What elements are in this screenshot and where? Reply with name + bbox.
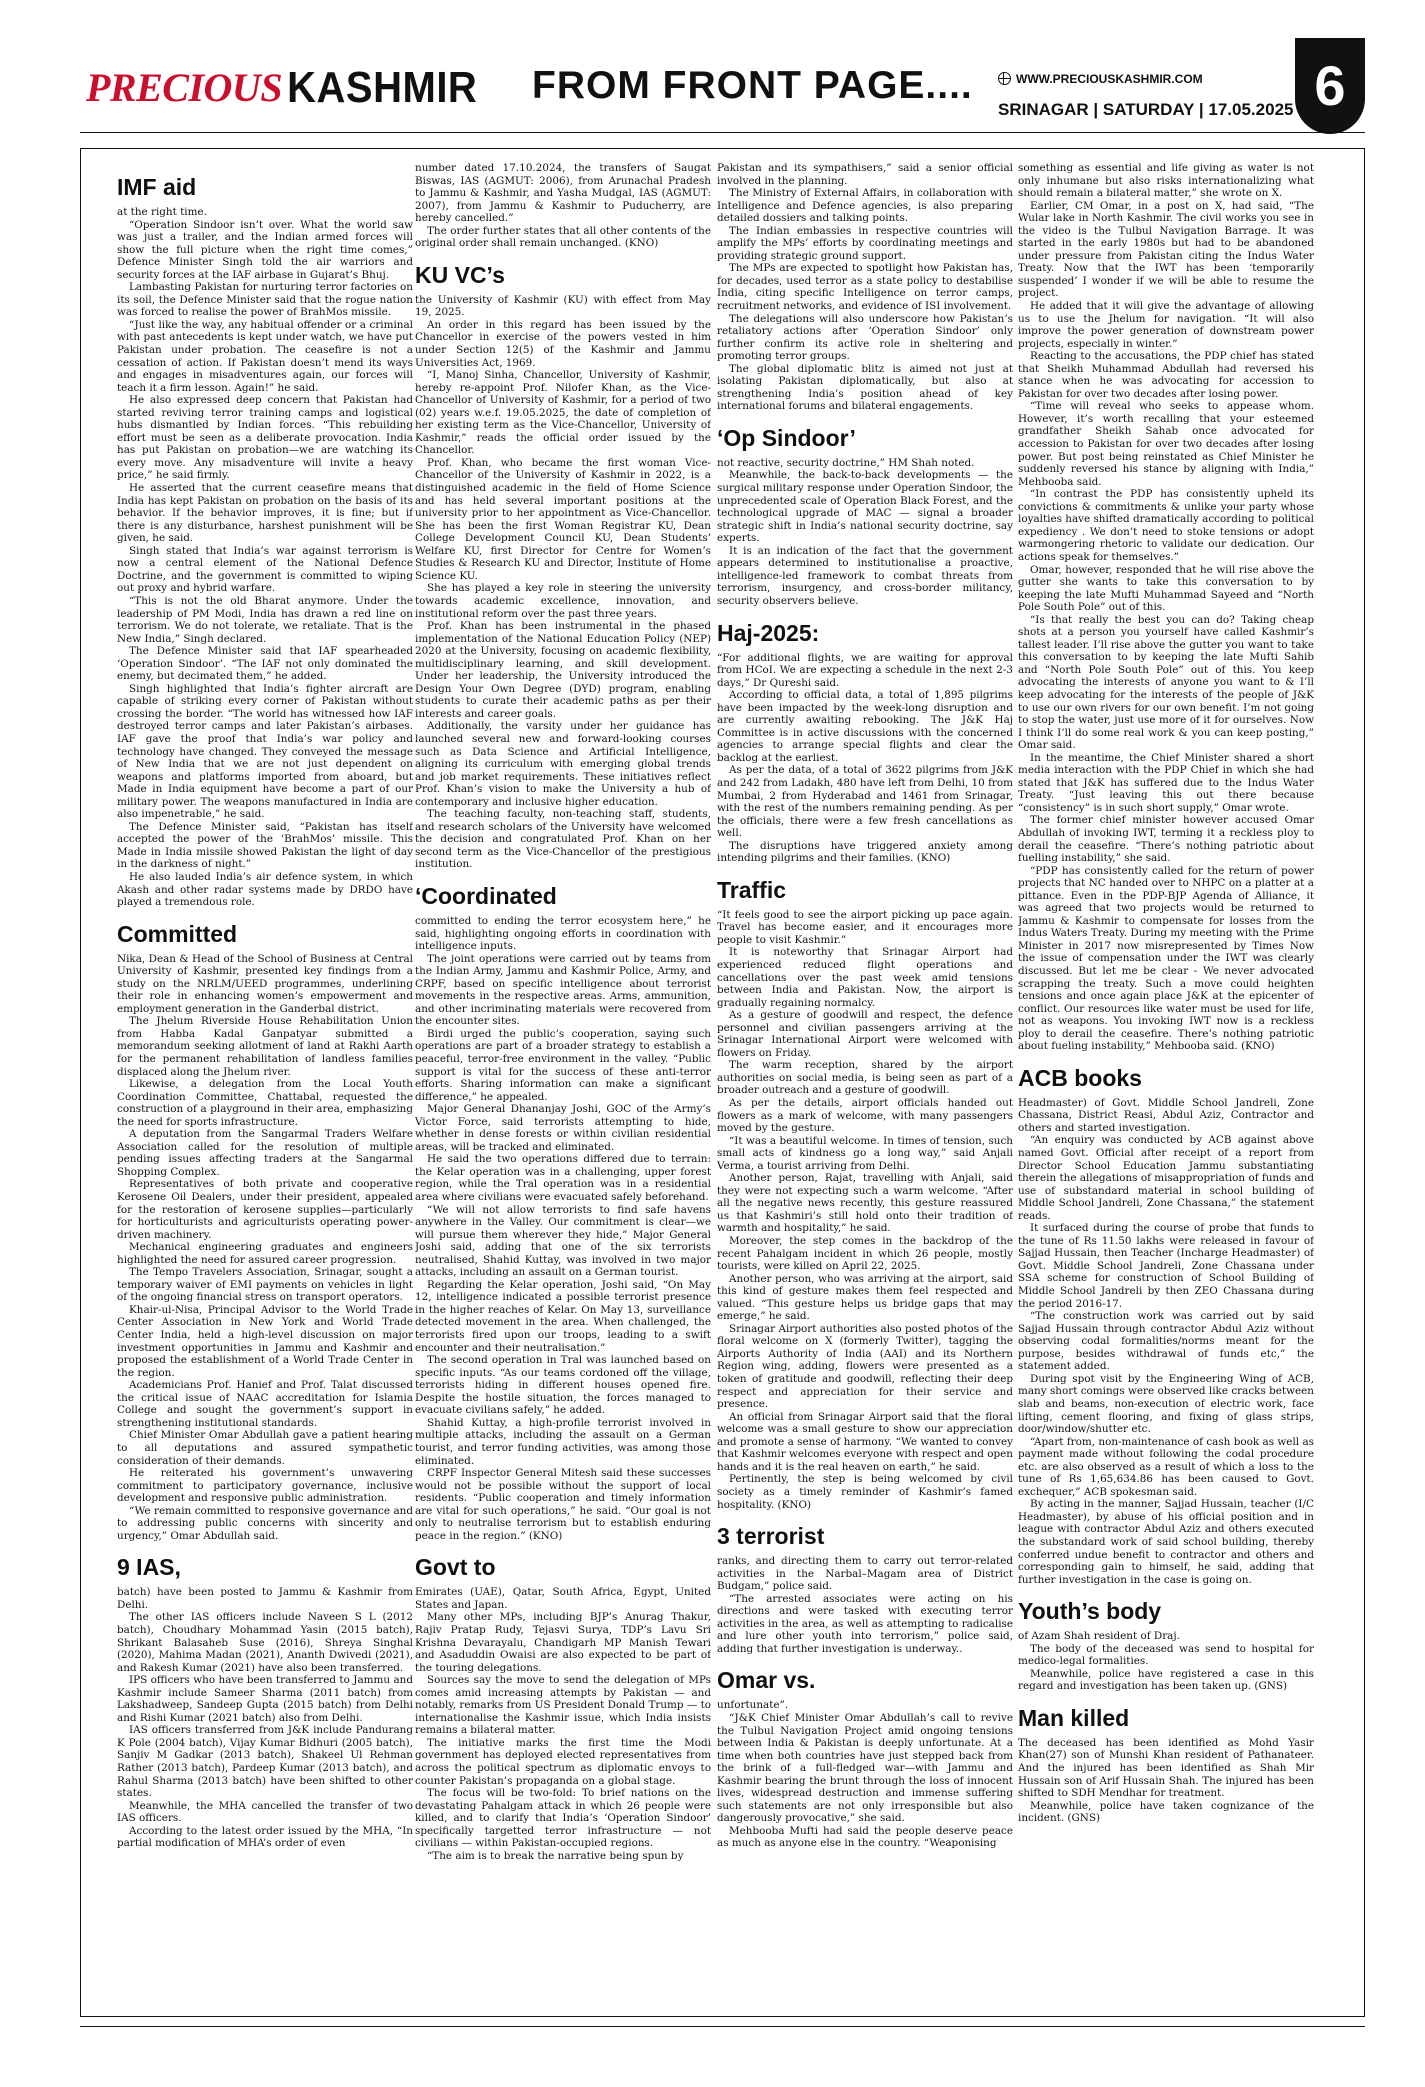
column-3 xyxy=(717,162,1013,2002)
article-paragraph: The Defence Minister said that IAF spearheaded ‘Operation Sindoor’. “The IAF not only dominated the enemy, but decimated them,” he added. xyxy=(117,645,413,683)
article-paragraph: Meanwhile, police have taken cognizance of the incident. (GNS) xyxy=(1018,1799,1314,1825)
article-paragraph: Singh stated that India’s war against terrorism is now a central element of the National Defence Doctrine, and the government is committed to wiping out proxy and hybrid warfare. xyxy=(117,544,413,595)
article-paragraph: “It was a beautiful welcome. In times of tension, such small acts of kindness go a long way,” said Anjali Verma, a tourist arriving from Delhi. xyxy=(717,1134,1013,1172)
article-paragraph: The deceased has been identified as Mohd Yasir Khan(27) son of Munshi Khan resident of Pathanateer. And the injured has been identified as Shah Mir Hussain son of Arif Hussain Shah. The injured has been shifted to SDH Mendhar for treatment. xyxy=(1018,1736,1314,1800)
article-headline: ACB books xyxy=(1018,1064,1142,1091)
article-paragraph: something as essential and life giving as water is not only inhumane but also risks internationalizing what should remain a bilateral matter,” she wrote on X. xyxy=(1018,162,1314,200)
article-paragraph: Omar, however, responded that he will rise above the gutter she wants to take this conversation to by keeping the late Mufti Muhammad Sayeed and “North Pole South Pole” out of this. xyxy=(1018,563,1314,614)
article-paragraph: An official from Srinagar Airport said that the floral welcome was a small gesture to show our appreciation and promote a sense of harmony. “We wanted to convey that Kashmir welcomes everyone with respect and open hands and it is the real heaven on earth,” he said. xyxy=(717,1410,1013,1473)
globe-icon xyxy=(998,72,1011,85)
article-paragraph: He reiterated his government’s unwavering commitment to participatory governance, inclusive development and responsive public administration. xyxy=(117,1467,413,1505)
article-paragraph: the University of Kashmir (KU) with effect from May 19, 2025. xyxy=(415,293,711,319)
article-paragraph: “The aim is to break the narrative being spun by xyxy=(427,1849,684,1862)
article-paragraph: Khair-ul-Nisa, Principal Advisor to the World Trade Center Association in New York and World Trade Center India, held a high-level discussion on major investment opportunities in Jammu and Kashmir and proposed the establishment of a World Trade Center in the region. xyxy=(117,1303,413,1379)
article-headline: Traffic xyxy=(717,876,787,903)
article-paragraph: The body of the deceased was send to hospital for medico-legal formalities. xyxy=(1018,1642,1314,1668)
article-paragraph: An order in this regard has been issued by the Chancellor in exercise of the powers vested in him under Section 12(5) of the Kashmir and Jammu Universities Act, 1969. xyxy=(415,318,711,369)
article-paragraph: The order further states that all other contents of the original order shall remain unchanged. (KNO) xyxy=(415,224,711,250)
article-paragraph: Meanwhile, the back-to-back developments — the surgical military response under Operation Sindoor, the unprecedented scale of Operation Black Forest, and the technological upgrade of MAC — signal a broader strategic shift in India’s national security doctrine, say experts. xyxy=(717,469,1013,545)
article-paragraph: “This is not the old Bharat anymore. Under the leadership of PM Modi, India has drawn a red line on terrorism. We do not tolerate, we retaliate. That is the New India,” Singh declared. xyxy=(117,594,413,645)
article-paragraph: It is an indication of the fact that the government appears determined to institutionalise a proactive, intelligence-led framework to combat threats from terrorism, insurgency, and cross-border militancy, security observers believe. xyxy=(717,544,1013,607)
article-headline: IMF aid xyxy=(117,174,197,200)
article-paragraph: “The construction work was carried out by said Sajjad Hussain through contractor Abdul Aziz without observing codal formalities/norms meant for the purpose, besides withdrawal of funds etc,” the statement added. xyxy=(1018,1310,1314,1373)
article-paragraph: He added that it will give the advantage of allowing us to use the Jhelum for navigation. “It will also improve the power generation of downstream power projects, especially in winter.” xyxy=(1018,300,1314,350)
column-4 xyxy=(1018,162,1314,2002)
article-paragraph: In the meantime, the Chief Minister shared a short media interaction with the PDP Chief in which she had stated that J&K has suffered due to the Indus Water Treaty. “Just leaving this out there because “consistency” is in such short supply,” Omar wrote. xyxy=(1018,751,1314,814)
article-paragraph: not reactive, security doctrine,” HM Shah noted. xyxy=(717,456,975,469)
newspaper-logo[interactable] xyxy=(86,64,477,111)
article-paragraph: “An enquiry was conducted by ACB against above named Govt. Official after receipt of a report from Director School Education Jammu substantiating therein the allegations of misappropriation of funds and use of substandard material in school building of Middle School Jandreli, Zone Chassana,” the statement reads. xyxy=(1018,1134,1314,1222)
article-paragraph: “We remain committed to responsive governance and to addressing public concerns with sincerity and urgency,” Omar Abdullah said. xyxy=(117,1504,413,1542)
website-text: WWW.PRECIOUSKASHMIR.COM xyxy=(1016,72,1203,86)
article-paragraph: “Time will reveal who seeks to appease whom. However, it’s worth recalling that your esteemed grandfather Sheikh Sahab once advocated for accession to Pakistan for over two decades after losing power. But post being reinstated as Chief Minister he suddenly reversed his stance by aligning with India,” Mehbooba said. xyxy=(1018,400,1314,488)
article-paragraph: “For additional flights, we are waiting for approval from HCoI. We are expecting a schedule in the next 2-3 days,” Dr Qureshi said. xyxy=(717,651,1013,689)
article-paragraph: He said the two operations differed due to terrain: the Kelar operation was in a challenging, upper forest region, while the Tral operation was in a residential area where civilians were evacuated safely beforehand. xyxy=(415,1153,711,1204)
article-paragraph: Headmaster) of Govt. Middle School Jandreli, Zone Chassana, District Reasi, Abdul Aziz, Contractor and others and started investigation. xyxy=(1018,1096,1314,1134)
article-paragraph: The joint operations were carried out by teams from the Indian Army, Jammu and Kashmir Police, Army, and CRPF, based on specific intelligence about terrorist movements in the respective areas. Arms, ammunition, and other incriminating materials were recovered from the encounter sites. xyxy=(415,952,711,1028)
article-paragraph: As per the details, airport officials handed out flowers as a mark of welcome, with many passengers moved by the gesture. xyxy=(717,1097,1013,1135)
article-paragraph: A deputation from the Sangarmal Traders Welfare Association called for the resolution of multiple pending issues affecting traders at the Sangarmal Shopping Complex. xyxy=(117,1128,413,1178)
article-paragraph: He also lauded India’s air defence system, in which Akash and other radar systems made by DRDO have played a tremendous role. xyxy=(117,870,413,909)
article-paragraph: The Defence Minister said, “Pakistan has itself accepted the power of the ‘BrahMos’ missile. This Made in India missile showed Pakistan the light of day in the darkness of night.” xyxy=(117,820,413,871)
article-paragraph: It is noteworthy that Srinagar Airport had experienced reduced flight operations and cancellations over the past week amid tensions between India and Pakistan. Now, the airport is gradually regaining normalcy. xyxy=(717,946,1013,1009)
article-paragraph: Emirates (UAE), Qatar, South Africa, Egypt, United States and Japan. xyxy=(415,1586,711,1611)
article-headline: Man killed xyxy=(1018,1704,1130,1731)
article-paragraph: Meanwhile, the MHA cancelled the transfer of two IAS officers. xyxy=(117,1799,413,1825)
article-paragraph: at the right time. xyxy=(117,206,207,218)
article-paragraph: Another person, who was arriving at the airport, said this kind of gesture makes them feel respected and valued. “This gesture helps us bridge gaps that may emerge,” he said. xyxy=(717,1272,1013,1323)
article-paragraph: The global diplomatic blitz is aimed not just at isolating Pakistan diplomatically, but also at strengthening India’s position ahead of key international forums and bilateral engagements. xyxy=(717,362,1013,413)
article-paragraph: Chief Minister Omar Abdullah gave a patient hearing to all deputations and assured sympathetic consideration of their demands. xyxy=(117,1429,413,1467)
article-paragraph: The Indian embassies in respective countries will amplify the MPs’ efforts by coordinating meetings and providing strategic ground support. xyxy=(717,224,1013,262)
article-paragraph: Lambasting Pakistan for nurturing terror factories on its soil, the Defence Minister said that the rogue nation was forced to realise the power of BrahMos missile. xyxy=(117,281,413,319)
dateline: SRINAGAR | SATURDAY | 17.05.2025 xyxy=(998,100,1294,119)
article-paragraph: Likewise, a delegation from the Local Youth Coordination Committee, Chattabal, requested the construction of a playground in their area, emphasizing the need for sports infrastructure. xyxy=(117,1078,413,1128)
article-headline: Youth’s body xyxy=(1018,1598,1162,1625)
article-paragraph: Another person, Rajat, travelling with Anjali, said they were not expecting such a warm welcome. “After all the negative news recently, this gesture reassured us that Kashmiri’s still hold onto their tradition of warmth and hospitality,” he said. xyxy=(717,1172,1013,1235)
article-paragraph: “I, Manoj Sinha, Chancellor, University of Kashmir, hereby re-appoint Prof. Nilofer Khan, as the Vice-Chancellor of University of Kashmir, for a period of two (02) years w.e.f. 19.05.2025, the date of completion of her existing term as the Vice-Chancellor, University of Kashmir,” reads the official order issued by the Chancellor. xyxy=(415,369,711,457)
article-paragraph: batch) have been posted to Jammu & Kashmir from Delhi. xyxy=(117,1586,413,1611)
article-paragraph: The second operation in Tral was launched based on specific inputs. “As our teams cordoned off the village, terrorists hiding in different houses opened fire. Despite the hostile situation, the forces managed to evacuate civilians safely,” he added. xyxy=(415,1354,711,1417)
article-headline: Omar vs. xyxy=(717,1667,816,1694)
article-paragraph: “It feels good to see the airport picking up pace again. Travel has become easier, and it encourages more people to visit Kashmir.” xyxy=(717,908,1013,946)
article-paragraph: “Just like the way, any habitual offender or a criminal with past antecedents is kept under watch, we have put Pakistan under probation. The ceasefire is not a cessation of action. If Pakistan doesn’t mend its ways and engages in misadventures again, our forces will teach it a firm lesson. Again!” he said. xyxy=(117,318,413,394)
article-paragraph: The Ministry of External Affairs, in collaboration with Intelligence and Defence agencies, is also preparing detailed dossiers and talking points. xyxy=(717,187,1013,225)
article-paragraph: By acting in the manner, Sajjad Hussain, teacher (I/C Headmaster), by abuse of his official position and in league with contractor Abdul Aziz and others executed the substandard work of said school building, thereby conferred undue benefit to contractor and others and corresponding gain to himself, he said, adding that further investigation in the case is going on. xyxy=(1018,1498,1314,1586)
article-paragraph: He also expressed deep concern that Pakistan had started reviving terror training camps and logistical hubs dismantled by Indian forces. “This rebuilding effort must be seen as a deliberate provocation. India has put Pakistan on probation—we are watching its every move. Any misadventure will invite a heavy price,” he said firmly. xyxy=(117,394,413,482)
article-paragraph: Sources say the move to send the delegation of MPs comes amid increasing attempts by Pakistan — and notably, remarks from US President Donald Trump — to internationalise the Kashmir issue, which India insists remains a bilateral matter. xyxy=(415,1674,711,1737)
article-paragraph: According to official data, a total of 1,895 pilgrims have been impacted by the week-long disruption and are currently awaiting rebooking. The J&K Haj Committee is in active discussions with the concerned agencies to arrange special flights and clear the backlog at the earliest. xyxy=(717,689,1013,764)
column-2 xyxy=(415,162,711,2002)
article-paragraph: “Is that really the best you can do? Taking cheap shots at a person you yourself have called Kashmir’s tallest leader. I’ll rise above the gutter you want to take this conversation to by keeping the late Mufti Sahib and “North Pole South Pole” out of this. You keep advocating the interests of anyone you want to & I’ll keep advocating for the interests of the people of J&K to use our own rivers for our own benefit. I’m not going to stop the water, just use more of it for ourselves. Now I think I’ll do some real work & you can keep posting,” Omar said. xyxy=(1018,613,1314,752)
article-paragraph: IAS officers transferred from J&K include Pandurang K Pole (2004 batch), Vijay Kumar Bidhuri (2005 batch), Sanjiv M Gadkar (2013 batch), Shakeel Ul Rehman Rather (2013 batch), Pardeep Kumar (2013 batch), and Rahul Sharma (2013 batch) have been shifted to other states. xyxy=(117,1724,413,1800)
article-paragraph: Reacting to the accusations, the PDP chief has stated that Sheikh Muhammad Abdullah had reversed his stance when he was advocating for accession to Pakistan for over two decades after losing power. xyxy=(1018,350,1314,400)
article-headline: Govt to xyxy=(415,1554,496,1581)
article-paragraph: committed to ending the terror ecosystem here,” he said, highlighting ongoing efforts in coordination with intelligence inputs. xyxy=(415,914,711,953)
masthead xyxy=(80,38,1365,128)
logo-kashmir: KASHMIR xyxy=(287,64,478,112)
website-link[interactable] xyxy=(998,72,1203,86)
article-paragraph: Meanwhile, police have registered a case in this regard and investigation has been taken up. (GNS) xyxy=(1018,1667,1314,1693)
section-title: FROM FRONT PAGE.... xyxy=(532,64,973,107)
article-paragraph: Srinagar Airport authorities also posted photos of the floral welcome on X (formerly Twitter), tagging the Airports Authority of India (AAI) and its Northern Region wing, adding, flowers were presented as a token of gratitude and goodwill, reflecting their deep respect and appreciation for their service and presence. xyxy=(717,1322,1013,1411)
article-headline: 3 terrorist xyxy=(717,1523,825,1550)
article-paragraph: Major General Dhananjay Joshi, GOC of the Army’s Victor Force, said terrorists attempting to hide, whether in dense forests or within civilian residential areas, will be tracked and eliminated. xyxy=(415,1103,711,1153)
article-paragraph: Additionally, the varsity under her guidance has launched several new and forward-looking courses such as Data Science and Artificial Intelligence, aligning its curriculum with emerging global trends and job market requirements. These initiatives reflect Prof. Khan’s vision to make the University a hub of contemporary and inclusive higher education. xyxy=(415,720,711,808)
article-paragraph: “Operation Sindoor isn’t over. What the world saw was just a trailer, and the Indian armed forces will show the full picture when the right time comes,” Defence Minister Singh told the air warriors and security forces at the IAF airbase in Gujarat’s Bhuj. xyxy=(117,218,413,281)
article-paragraph: The focus will be two-fold: To brief nations on the devastating Pahalgam attack in which 26 people were killed, and to clarify that India’s ‘Operation Sindoor’ specifically targetted terror infrastructure — not civilians — within Pakistan-occupied regions. xyxy=(415,1787,711,1850)
article-paragraph: Representatives of both private and cooperative Kerosene Oil Dealers, under their president, appealed for the restoration of kerosene supplies—particularly for horticulturists and agriculturists operating power-driven machinery. xyxy=(117,1178,413,1241)
article-paragraph: Shahid Kuttay, a high-profile terrorist involved in multiple attacks, including the assault on a German tourist, and terror funding activities, was among those eliminated. xyxy=(415,1416,711,1467)
article-paragraph: The warm reception, shared by the airport authorities on social media, is being seen as part of a broader outreach and a gesture of goodwill. xyxy=(717,1059,1013,1097)
article-paragraph: The MPs are expected to spotlight how Pakistan has, for decades, used terror as a state policy to destabilise India, citing specific Intelligence on terror camps, recruitment networks, and evidence of ISI involvement. xyxy=(717,262,1013,313)
article-paragraph: “Apart from, non-maintenance of cash book as well as payment made without following the codal procedure etc. are also observed as a result of which a loss to the tune of Rs 1,65,634.86 has been caused to Govt. exchequer,” ACB spokesman said. xyxy=(1018,1435,1314,1498)
article-paragraph: The initiative marks the first time the Modi government has deployed elected representatives from across the political spectrum as diplomatic envoys to counter Pakistan’s propaganda on a global stage. xyxy=(415,1736,711,1787)
bottom-divider xyxy=(80,2026,1365,2027)
article-paragraph: Pakistan and its sympathisers,” said a senior official involved in the planning. xyxy=(717,162,1013,187)
article-headline: Haj-2025: xyxy=(717,619,820,646)
article-paragraph: of Azam Shah resident of Draj. xyxy=(1018,1630,1180,1643)
article-paragraph: ranks, and directing them to carry out terror-related activities in the Narbal–Magam area of District Budgam,” police said. xyxy=(717,1555,1013,1593)
article-paragraph: Regarding the Kelar operation, Joshi said, “On May 12, intelligence indicated a possible terrorist presence in the higher reaches of Kelar. On May 13, surveillance detected movement in the area. When challenged, the terrorists fired upon our troops, leading to a swift encounter and their neutralisation.” xyxy=(415,1278,711,1354)
article-paragraph: He asserted that the current ceasefire means that India has kept Pakistan on probation on the basis of its behavior. If the behavior improves, it is fine; but if there is any disturbance, harshest punishment will be given, he said. xyxy=(117,482,413,545)
article-paragraph: She has played a key role in steering the university towards academic excellence, innovation, and institutional reform over the past three years. xyxy=(415,582,711,620)
article-paragraph: The Jhelum Riverside House Rehabilitation Union from Habba Kadal Ganpatyar submitted a memorandum seeking allotment of land at Rakhi Aarth for the permanent rehabilitation of landless families displaced along the Jhelum river. xyxy=(117,1015,413,1078)
article-paragraph: Nika, Dean & Head of the School of Business at Central University of Kashmir, presented key findings from a study on the NRLM/UEED programmes, underlining their role in enhancing women’s empowerment and employment generation in the Ganderbal district. xyxy=(117,952,413,1015)
article-paragraph: The delegations will also underscore how Pakistan’s retaliatory actions after ‘Operation Sindoor’ only further confirm its active role in sheltering and promoting terror groups. xyxy=(717,312,1013,363)
logo-precious: PRECIOUS xyxy=(86,65,283,110)
article-paragraph: Many other MPs, including BJP’s Anurag Thakur, Rajiv Pratap Rudy, Tejasvi Surya, TDP’s Lavu Sri Krishna Devarayalu, Chandigarh MP Manish Tewari and Asaduddin Owaisi are also expected to be part of the touring delegations. xyxy=(415,1611,711,1674)
article-headline: KU VC’s xyxy=(415,261,505,288)
article-headline: Committed xyxy=(117,920,238,947)
article-headline: 9 IAS, xyxy=(117,1554,181,1581)
article-paragraph: IPS officers who have been transferred to Jammu and Kashmir include Sameer Sharma (2011 batch) from Lakshadweep, Sandeep Gupta (2015 batch) from Delhi and Rishi Kumar (2021 batch) also from Delhi. xyxy=(117,1674,413,1724)
article-paragraph: “In contrast the PDP has consistently upheld its convictions & commitments & unlike your party whose loyalties have shifted dramatically according to political expediency . We don’t need to stoke tensions or adopt warmongering rhetoric to validate our dedication. Our actions speak for themselves.” xyxy=(1018,488,1314,563)
article-paragraph: “We will not allow terrorists to find safe havens anywhere in the Valley. Our commitment is clear—we will pursue them wherever they hide,” Major General Joshi said, adding that one of the six terrorists neutralised, Shahid Kuttay, was involved in two major attacks, including an assault on a German tourist. xyxy=(415,1203,711,1279)
article-headline: ‘Coordinated xyxy=(415,882,557,909)
article-paragraph: Pertinently, the step is being welcomed by civil society as a timely reminder of Kashmir’s famed hospitality. (KNO) xyxy=(717,1473,1013,1511)
article-paragraph: Singh highlighted that India’s fighter aircraft are capable of striking every corner of Pakistan without crossing the border. “The world has witnessed how IAF destroyed terror camps and later Pakistan’s airbases. IAF gave the proof that India’s war policy and technology have changed. They conveyed the message of New India that we are not just dependent on weapons and platforms imported from aboard, but Made in India equipment have become a part of our military power. The weapons manufactured in India are also impenetrable,” he said. xyxy=(117,682,413,821)
article-paragraph: “J&K Chief Minister Omar Abdullah’s call to revive the Tulbul Navigation Project amid ongoing tensions between India & Pakistan is deeply unfortunate. At a time when both countries have just stepped back from the brink of a full-fledged war—with Jammu and Kashmir bearing the brunt through the loss of innocent lives, widespread destruction and immense suffering such statements are not only irresponsible but also dangerously provocative,” she said. xyxy=(717,1711,1013,1825)
article-paragraph: CRPF Inspector General Mitesh said these successes would not be possible without the support of local residents. “Public cooperation and timely information are vital for such operations,” he said. “Our goal is not only to neutralise terrorism but to establish enduring peace in the region.” (KNO) xyxy=(415,1467,711,1542)
page-number-badge: 6 xyxy=(1295,38,1365,134)
article-paragraph: According to the latest order issued by the MHA, “In partial modification of MHA’s order of even xyxy=(117,1824,413,1850)
article-paragraph: Mechanical engineering graduates and engineers highlighted the need for assured career progression. xyxy=(117,1241,413,1266)
article-paragraph: Mehbooba Mufti had said the people deserve peace as much as anyone else in the country. “Weaponising xyxy=(717,1824,1013,1850)
top-divider xyxy=(80,132,1365,133)
article-paragraph: Academicians Prof. Hanief and Prof. Talat discussed the critical issue of NAAC accreditation for Islamia College and sought the government’s support in strengthening institutional standards. xyxy=(117,1379,413,1429)
article-paragraph: Prof. Khan, who became the first woman Vice-Chancellor of the University of Kashmir in 2022, is a distinguished academic in the field of Home Science and has held several important positions at the university prior to her appointment as Vice-Chancellor. She has been the first Woman Registrar KU, Dean College Development Council KU, Dean Students’ Welfare KU, first Director for Centre for Women’s Studies & Research KU and Director, Institute of Home Science KU. xyxy=(415,456,711,582)
article-paragraph: “PDP has consistently called for the return of power projects that NC handed over to NHPC on a platter at a pittance. Even in the PDP-BJP Agenda of Alliance, it was agreed that two projects would be returned to Jammu & Kashmir to compensate for losses from the Indus Waters Treaty. During my meeting with the Prime Minister in 2017 now misrepresented by Times Now the issue of compensation under the IWT was clearly discussed. But let me be clear - We never advocated scrapping the treaty. Such a move could heighten tensions and once again place J&K at the epicenter of conflict. Our resources like water must be used for life, not as weapons. You invoking IWT now is a reckless ploy to derail the ceasefire. There’s nothing patriotic about fueling instability,” Mehbooba said. (KNO) xyxy=(1018,864,1314,1053)
article-headline: ‘Op Sindoor’ xyxy=(717,424,856,451)
article-paragraph: number dated 17.10.2024, the transfers of Saugat Biswas, IAS (AGMUT: 2006), from Arunachal Pradesh to Jammu & Kashmir, and Yasha Mudgal, IAS (AGMUT: 2007), from Jammu & Kashmir to Puducherry, are hereby cancelled.” xyxy=(415,162,711,225)
column-1 xyxy=(117,162,413,2002)
article-paragraph: The other IAS officers include Naveen S L (2012 batch), Choudhary Mohammad Yasin (2015 batch), Shrikant Balasaheb Suse (2016), Shreya Singhal (2020), Mahima Madan (2021), Ananth Dwivedi (2021), and Rakesh Kumar (2021) have also been transferred. xyxy=(117,1611,413,1674)
article-paragraph: The teaching faculty, non-teaching staff, students, and research scholars of the University have welcomed the decision and congratulated Prof. Khan on her second term as the Vice-Chancellor of the prestigious institution. xyxy=(415,808,711,871)
article-paragraph: The former chief minister however accused Omar Abdullah of invoking IWT, terming it a reckless ploy to derail the ceasefire. “There’s nothing patriotic about fuelling instability,” she said. xyxy=(1018,814,1314,865)
article-paragraph: Prof. Khan has been instrumental in the phased implementation of the National Education Policy (NEP) 2020 at the University, focusing on academic flexibility, multidisciplinary learning, and skill development. Under her leadership, the University introduced the Design Your Own Degree (DYD) program, enabling students to curate their academic paths as per their interests and career goals. xyxy=(415,620,711,720)
article-paragraph: Moreover, the step comes in the backdrop of the recent Pahalgam incident in which 26 people, mostly tourists, were killed on April 22, 2025. xyxy=(717,1235,1013,1273)
article-paragraph: Earlier, CM Omar, in a post on X, had said, “The Wular lake in North Kashmir. The civil works you see in the video is the Tulbul Navigation Barrage. It was started in the early 1980s but had to be abandoned under pressure from Pakistan citing the Indus Water Treaty. Now that the IWT has been ‘temporarily suspended’ I wonder if we will be able to resume the project. xyxy=(1018,199,1314,300)
article-paragraph: The disruptions have triggered anxiety among intending pilgrims and their families. (KNO) xyxy=(717,839,1013,865)
article-paragraph: As per the data, of a total of 3622 pilgrims from J&K and 242 from Ladakh, 480 have left from Delhi, 10 from Mumbai, 2 from Hyderabad and 1461 from Srinagar, with the rest of the numbers remaining pending. As per the officials, there were a few fresh cancellations as well. xyxy=(717,764,1013,840)
article-paragraph: It surfaced during the course of probe that funds to the tune of Rs 11.50 lakhs were released in favour of Sajjad Hussain, then Teacher (Incharge Headmaster) of Govt. Middle School Jandreli, Zone Chassana under SSA scheme for construction of School Building of Middle School Jandreli by then ZEO Chassana during the period 2016-17. xyxy=(1018,1222,1314,1310)
article-paragraph: The Tempo Travelers Association, Srinagar, sought a temporary waiver of EMI payments on vehicles in light of the ongoing financial stress on transport operators. xyxy=(117,1266,413,1304)
article-paragraph: unfortunate”. xyxy=(717,1699,789,1712)
article-paragraph: During spot visit by the Engineering Wing of ACB, many short comings were observed like cracks between slab and beams, non-execution of electric work, face lifting, cement flooring, and fixing of glass strips, door/window/shutter etc. xyxy=(1018,1372,1314,1436)
article-paragraph: “The arrested associates were acting on his directions and were tasked with executing terror activities in the area, as well as attempting to radicalise and lure other youth into terrorism,” police said, adding that further investigation is underway.. xyxy=(717,1592,1013,1655)
article-paragraph: As a gesture of goodwill and respect, the defence personnel and civilian passengers arriving at the Srinagar International Airport were welcomed with flowers on Friday. xyxy=(717,1009,1013,1059)
article-paragraph: Birdi urged the public’s cooperation, saying such operations are part of a broader strategy to establish a peaceful, terror-free environment in the valley. “Public support is vital for the success of these anti-terror efforts. Sharing information can make a significant difference,” he appealed. xyxy=(415,1027,711,1103)
